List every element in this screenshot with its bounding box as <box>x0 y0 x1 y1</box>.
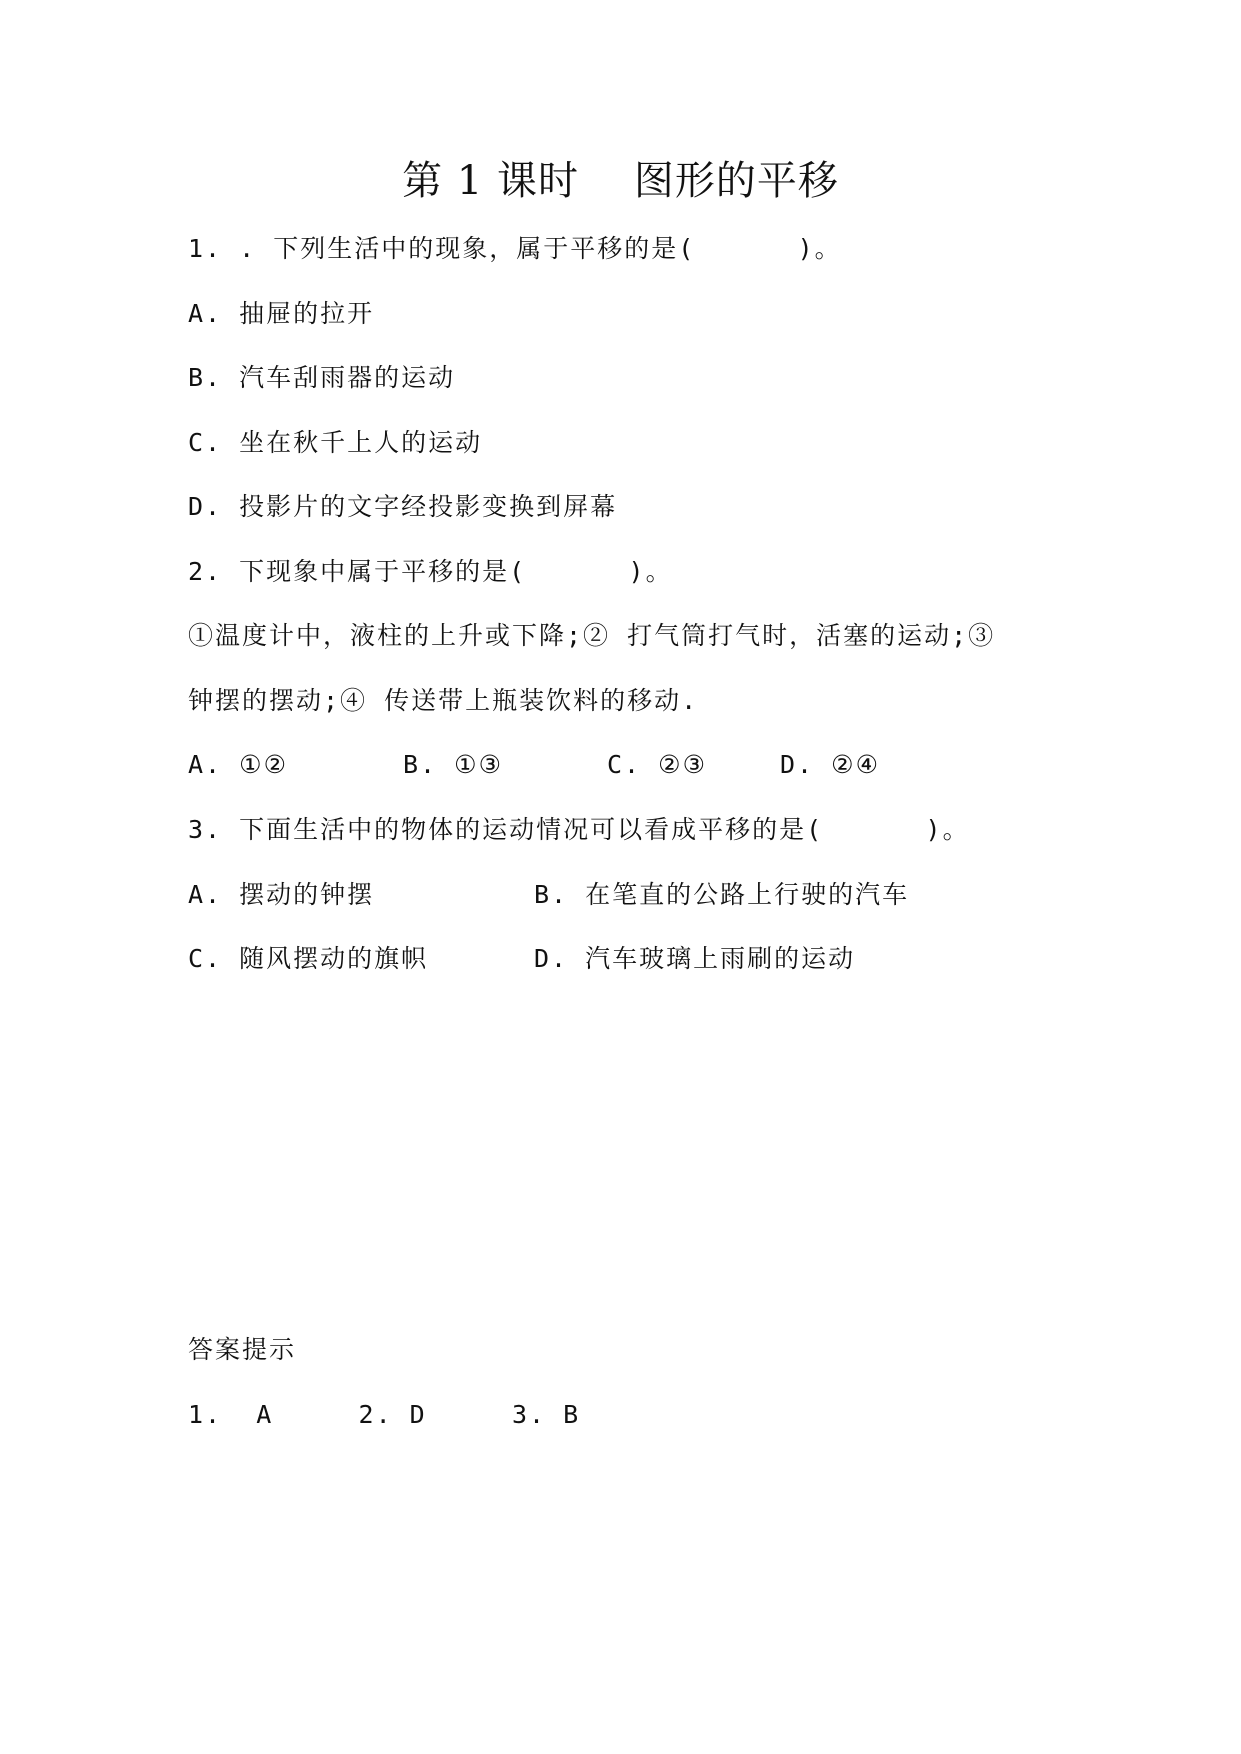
question-3-option-a: A. 摆动的钟摆 <box>188 880 375 909</box>
question-3-option-c: C. 随风摆动的旗帜 <box>188 944 429 973</box>
question-1-option-a: A. 抽屉的拉开 <box>188 299 375 328</box>
question-2-option-d: D. ②④ <box>780 750 880 779</box>
page-title: 第 1 课时 图形的平移 <box>402 158 839 204</box>
question-1-stem: 1. . 下列生活中的现象，属于平移的是( )。 <box>188 234 842 263</box>
question-2-stem: 2. 下现象中属于平移的是( )。 <box>188 557 673 586</box>
question-3-option-b: B. 在笔直的公路上行驶的汽车 <box>534 880 910 909</box>
answers-heading: 答案提示 <box>188 1335 297 1364</box>
question-2-description-line-1: ①温度计中，液柱的上升或下降;② 打气筒打气时，活塞的运动;③ <box>188 621 996 650</box>
question-2-option-a: A. ①② <box>188 750 288 779</box>
question-1-option-d: D. 投影片的文字经投影变换到屏幕 <box>188 492 618 521</box>
answers-line: 1. A 2. D 3. B <box>188 1400 581 1429</box>
question-3-option-d: D. 汽车玻璃上雨刷的运动 <box>534 944 856 973</box>
question-3-stem: 3. 下面生活中的物体的运动情况可以看成平移的是( )。 <box>188 815 970 844</box>
question-1-option-c: C. 坐在秋千上人的运动 <box>188 428 483 457</box>
question-2-option-c: C. ②③ <box>607 750 707 779</box>
question-1-option-b: B. 汽车刮雨器的运动 <box>188 363 456 392</box>
question-2-description-line-2: 钟摆的摆动;④ 传送带上瓶装饮料的移动. <box>188 686 699 715</box>
question-2-option-b: B. ①③ <box>403 750 503 779</box>
